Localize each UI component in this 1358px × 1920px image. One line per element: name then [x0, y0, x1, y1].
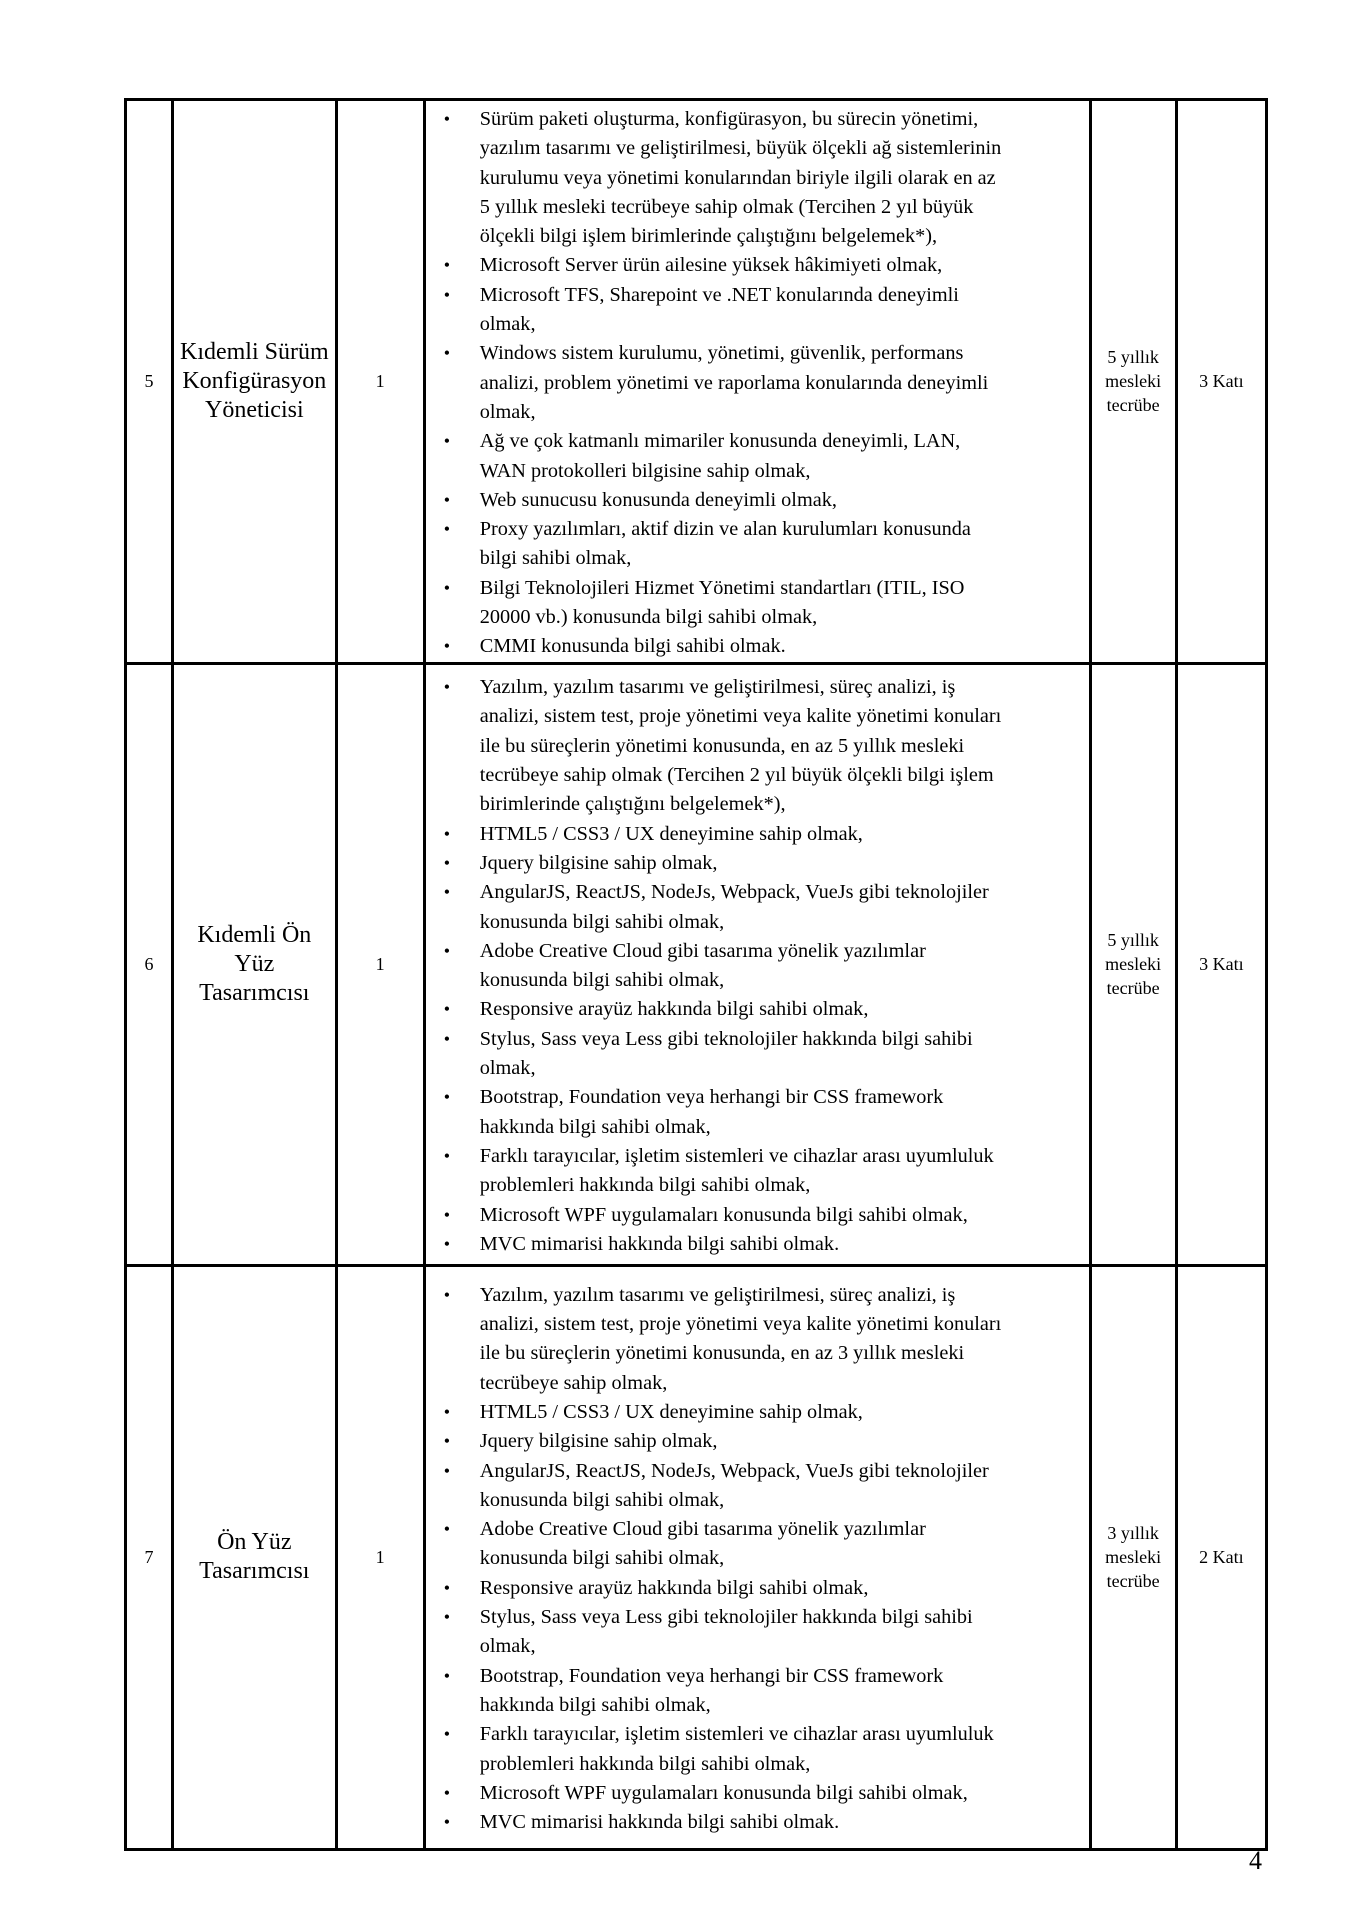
experience-line: tecrübe — [1106, 978, 1160, 999]
bullet-icon: • — [443, 1665, 451, 1686]
multiplier — [1176, 663, 1266, 1265]
requirement-line: Web sunucusu konusunda deneyimli olmak, — [479, 488, 837, 511]
requirement-line: Yazılım, yazılım tasarımı ve geliştirilmesi, süreç analizi, iş — [479, 1283, 956, 1306]
bullet-icon: • — [443, 1812, 451, 1833]
requirement-item — [442, 1201, 1073, 1230]
requirement-line: Bootstrap, Foundation veya herhangi bir CSS framework — [479, 1086, 944, 1109]
requirement-line: Microsoft Server ürün ailesine yüksek hâkimiyeti olmak, — [479, 254, 943, 277]
bullet-icon: • — [443, 1233, 451, 1254]
bullet-icon: • — [443, 1607, 451, 1628]
requirement-line: analizi, sistem test, proje yönetimi veya kalite yönetimi konuları — [479, 705, 1002, 728]
bullet-icon: • — [443, 519, 451, 540]
requirement-item — [442, 1779, 1073, 1808]
page-number: 4 — [1249, 1846, 1262, 1875]
position-count — [336, 663, 424, 1265]
requirement-line: yazılım tasarımı ve geliştirilmesi, büyük ölçekli ağ sistemlerinin — [479, 137, 1002, 160]
experience-requirement — [1090, 1265, 1176, 1849]
requirement-line: AngularJS, ReactJS, NodeJs, Webpack, VueJs gibi teknolojiler — [479, 881, 989, 904]
row-number-text: 6 — [144, 953, 154, 974]
requirement-line: konusunda bilgi sahibi olmak, — [479, 1547, 725, 1570]
bullet-icon: • — [443, 999, 451, 1020]
requirement-line: birimlerinde çalıştığını belgelemek*), — [479, 793, 786, 816]
bullet-icon: • — [443, 1087, 451, 1108]
requirement-item — [442, 1808, 1073, 1837]
row-number — [126, 100, 173, 664]
requirement-item — [442, 339, 1073, 427]
position-count-text: 1 — [375, 953, 385, 974]
requirement-item — [442, 105, 1073, 251]
requirement-item — [442, 1398, 1073, 1427]
requirement-line: hakkında bilgi sahibi olmak, — [479, 1693, 711, 1716]
position-title — [173, 100, 336, 664]
requirement-line: ile bu süreçlerin yönetimi konusunda, en az 5 yıllık mesleki — [479, 734, 965, 757]
row-number — [126, 663, 173, 1265]
experience-line: 3 yıllık — [1107, 1523, 1159, 1544]
requirement-line: Responsive arayüz hakkında bilgi sahibi olmak, — [479, 998, 869, 1021]
position-title-line: Yüz — [234, 950, 275, 977]
position-count-text: 1 — [375, 1546, 385, 1567]
position-title-line: Tasarımcısı — [199, 979, 310, 1006]
requirement-line: Jquery bilgisine sahip olmak, — [479, 1430, 718, 1453]
requirement-line: olmak, — [479, 400, 536, 423]
requirement-item — [442, 1281, 1073, 1398]
requirement-line: bilgi sahibi olmak, — [479, 547, 632, 570]
bullet-icon: • — [443, 1284, 451, 1305]
requirement-line: analizi, problem yönetimi ve raporlama konularında deneyimli — [479, 371, 989, 394]
multiplier — [1176, 1265, 1266, 1849]
requirement-item — [442, 1662, 1073, 1721]
requirement-line: Sürüm paketi oluşturma, konfigürasyon, bu sürecin yönetimi, — [479, 108, 979, 130]
requirement-item — [442, 1427, 1073, 1456]
requirement-item — [442, 1515, 1073, 1574]
requirement-line: MVC mimarisi hakkında bilgi sahibi olmak. — [479, 1232, 840, 1255]
bullet-icon: • — [443, 882, 451, 903]
bullet-icon: • — [443, 577, 451, 598]
bullet-icon: • — [443, 1577, 451, 1598]
requirement-line: konusunda bilgi sahibi olmak, — [479, 969, 725, 992]
bullet-icon: • — [443, 1145, 451, 1166]
requirement-line: Bilgi Teknolojileri Hizmet Yönetimi standartları (ITIL, ISO — [479, 576, 965, 599]
requirement-line: olmak, — [479, 1057, 536, 1080]
position-title-line: Kıdemli Ön — [197, 921, 312, 948]
experience-line: 5 yıllık — [1107, 347, 1159, 368]
requirement-item — [442, 1574, 1073, 1603]
requirement-line: AngularJS, ReactJS, NodeJs, Webpack, VueJs gibi teknolojiler — [479, 1459, 989, 1482]
requirement-line: Adobe Creative Cloud gibi tasarıma yönelik yazılımlar — [479, 939, 926, 962]
multiplier-text: 2 Katı — [1199, 1546, 1244, 1567]
bullet-icon: • — [443, 636, 451, 657]
requirement-line: Microsoft TFS, Sharepoint ve .NET konularında deneyimli — [479, 283, 959, 306]
requirement-item — [442, 937, 1073, 996]
bullet-icon: • — [443, 1724, 451, 1745]
requirement-item — [442, 995, 1073, 1024]
position-title — [173, 663, 336, 1265]
requirement-line: 5 yıllık mesleki tecrübeye sahip olmak (Tercihen 2 yıl büyük — [479, 195, 974, 218]
requirement-item — [442, 427, 1073, 486]
position-title-line: Kıdemli Sürüm — [179, 338, 329, 365]
bullet-icon: • — [443, 1782, 451, 1803]
requirement-item — [442, 849, 1073, 878]
requirement-item — [442, 1603, 1073, 1662]
experience-line: tecrübe — [1106, 1571, 1160, 1592]
row-number-text: 7 — [144, 1546, 154, 1567]
requirement-line: Responsive arayüz hakkında bilgi sahibi olmak, — [479, 1576, 869, 1599]
bullet-icon: • — [443, 677, 451, 698]
requirement-item — [442, 281, 1073, 340]
requirement-item — [442, 574, 1073, 633]
requirement-line: 20000 vb.) konusunda bilgi sahibi olmak, — [479, 606, 818, 629]
requirement-line: Stylus, Sass veya Less gibi teknolojiler hakkında bilgi sahibi — [479, 1027, 973, 1050]
bullet-icon: • — [443, 852, 451, 873]
requirements-list — [426, 669, 1089, 1259]
position-title — [173, 1265, 336, 1849]
requirement-line: konusunda bilgi sahibi olmak, — [479, 1488, 725, 1511]
requirement-line: WAN protokolleri bilgisine sahip olmak, — [479, 459, 811, 482]
position-title-line: Yöneticisi — [204, 396, 304, 423]
requirement-item — [442, 632, 1073, 661]
multiplier-text: 3 Katı — [1199, 370, 1244, 391]
position-title-line: Konfigürasyon — [182, 367, 327, 394]
bullet-icon: • — [443, 343, 451, 364]
bullet-icon: • — [443, 1519, 451, 1540]
requirement-item — [442, 251, 1073, 280]
requirement-item — [442, 820, 1073, 849]
requirement-line: problemleri hakkında bilgi sahibi olmak, — [479, 1174, 811, 1197]
bullet-icon: • — [443, 489, 451, 510]
requirement-line: tecrübeye sahip olmak, — [479, 1371, 668, 1394]
requirement-item — [442, 1142, 1073, 1201]
requirement-item — [442, 1457, 1073, 1516]
positions-table — [124, 98, 1268, 1851]
requirement-item — [442, 878, 1073, 937]
requirement-line: ölçekli bilgi işlem birimlerinde çalıştığını belgelemek*), — [479, 225, 938, 248]
requirement-line: Farklı tarayıcılar, işletim sistemleri ve cihazlar arası uyumluluk — [479, 1723, 994, 1746]
requirement-line: HTML5 / CSS3 / UX deneyimine sahip olmak, — [479, 822, 863, 845]
requirement-line: Microsoft WPF uygulamaları konusunda bilgi sahibi olmak, — [479, 1781, 968, 1804]
bullet-icon: • — [443, 940, 451, 961]
position-title-line: Ön Yüz — [217, 1529, 292, 1556]
bullet-icon: • — [443, 823, 451, 844]
bullet-icon: • — [443, 109, 451, 129]
requirements-cell — [424, 100, 1090, 664]
requirement-line: hakkında bilgi sahibi olmak, — [479, 1115, 711, 1138]
requirement-line: ile bu süreçlerin yönetimi konusunda, en az 3 yıllık mesleki — [479, 1342, 965, 1365]
position-count — [336, 1265, 424, 1849]
requirement-line: MVC mimarisi hakkında bilgi sahibi olmak. — [479, 1811, 840, 1834]
experience-line: mesleki — [1105, 954, 1162, 975]
experience-line: mesleki — [1105, 1547, 1162, 1568]
requirement-line: analizi, sistem test, proje yönetimi veya kalite yönetimi konuları — [479, 1313, 1002, 1336]
requirement-item — [442, 515, 1073, 574]
requirement-line: HTML5 / CSS3 / UX deneyimine sahip olmak, — [479, 1401, 863, 1423]
experience-line: tecrübe — [1106, 395, 1160, 416]
table-row — [126, 663, 1267, 1265]
experience-line: 5 yıllık — [1107, 930, 1159, 951]
requirement-item — [442, 1230, 1073, 1259]
bullet-icon: • — [443, 1402, 451, 1422]
requirement-line: problemleri hakkında bilgi sahibi olmak, — [479, 1752, 811, 1775]
position-count-text: 1 — [375, 370, 385, 391]
position-count — [336, 100, 424, 664]
bullet-icon: • — [443, 1431, 451, 1452]
requirement-line: Windows sistem kurulumu, yönetimi, güvenlik, performans — [479, 342, 964, 365]
multiplier — [1176, 100, 1266, 664]
requirement-line: Jquery bilgisine sahip olmak, — [479, 851, 718, 874]
requirement-item — [442, 1720, 1073, 1779]
requirement-item — [442, 486, 1073, 515]
bullet-icon: • — [443, 1460, 451, 1481]
table-body — [126, 100, 1267, 1850]
experience-requirement — [1090, 100, 1176, 664]
bullet-icon: • — [443, 1028, 451, 1049]
experience-line: mesleki — [1105, 371, 1162, 392]
requirements-cell — [424, 1265, 1090, 1849]
bullet-icon: • — [443, 284, 451, 305]
requirement-line: Stylus, Sass veya Less gibi teknolojiler hakkında bilgi sahibi — [479, 1606, 973, 1629]
table-row — [126, 100, 1267, 664]
requirement-item — [442, 1025, 1073, 1084]
position-title-line: Tasarımcısı — [199, 1558, 310, 1585]
requirement-line: Microsoft WPF uygulamaları konusunda bilgi sahibi olmak, — [479, 1203, 968, 1226]
requirements-cell — [424, 663, 1090, 1265]
requirement-line: kurulumu veya yönetimi konularından biriyle ilgili olarak en az — [479, 166, 996, 189]
requirement-line: Farklı tarayıcılar, işletim sistemleri ve cihazlar arası uyumluluk — [479, 1144, 994, 1167]
requirement-line: Bootstrap, Foundation veya herhangi bir CSS framework — [479, 1664, 944, 1687]
row-number-text: 5 — [144, 370, 154, 391]
requirement-line: Yazılım, yazılım tasarımı ve geliştirilmesi, süreç analizi, iş — [479, 676, 956, 699]
requirement-item — [442, 1083, 1073, 1142]
table-row — [126, 1265, 1267, 1849]
experience-requirement — [1090, 663, 1176, 1265]
requirement-line: Adobe Creative Cloud gibi tasarıma yönelik yazılımlar — [479, 1518, 926, 1541]
requirement-item — [442, 673, 1073, 819]
bullet-icon: • — [443, 431, 451, 452]
requirement-line: CMMI konusunda bilgi sahibi olmak. — [479, 635, 786, 658]
requirement-line: konusunda bilgi sahibi olmak, — [479, 910, 725, 933]
row-number — [126, 1265, 173, 1849]
requirement-line: Proxy yazılımları, aktif dizin ve alan kurulumları konusunda — [479, 518, 971, 541]
bullet-icon: • — [443, 1204, 451, 1225]
requirements-list — [426, 101, 1089, 662]
requirements-list — [426, 1277, 1089, 1838]
requirement-line: olmak, — [479, 1635, 536, 1658]
bullet-icon: • — [443, 255, 451, 276]
requirement-line: Ağ ve çok katmanlı mimariler konusunda deneyimli, LAN, — [479, 430, 961, 453]
requirement-line: tecrübeye sahip olmak (Tercihen 2 yıl büyük ölçekli bilgi işlem — [479, 764, 994, 787]
requirement-line: olmak, — [479, 313, 536, 336]
multiplier-text: 3 Katı — [1199, 953, 1244, 974]
